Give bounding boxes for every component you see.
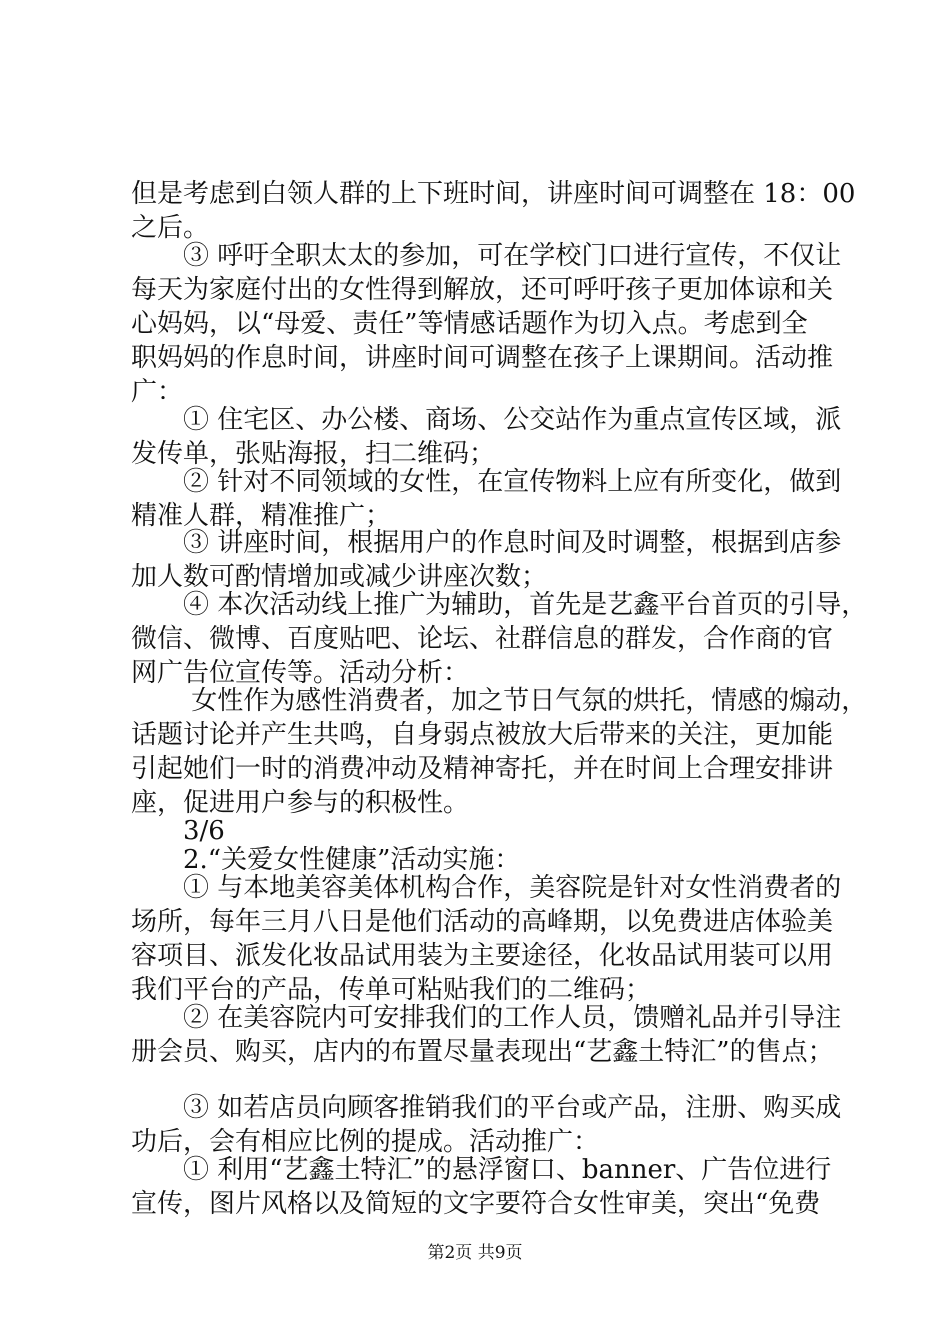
page-marker: 3/6 [131, 816, 225, 846]
text-line: 微信、微博、百度贴吧、论坛、社群信息的群发，合作商的官 [131, 624, 834, 654]
page-footer: 第2页 共9页 [427, 1243, 523, 1263]
text-line: ③ 讲座时间，根据用户的作息时间及时调整，根据到店参 [131, 528, 842, 558]
text-line: 之后。 [131, 213, 210, 243]
text-line: 宣传，图片风格以及简短的文字要符合女性审美，突出“免费 [131, 1189, 821, 1219]
text-line: 功后，会有相应比例的提成。活动推广： [131, 1127, 600, 1157]
text-line: 册会员、购买，店内的布置尽量表现出“艺鑫土特汇”的售点； [131, 1037, 834, 1067]
text-line: ② 针对不同领域的女性，在宣传物料上应有所变化，做到 [131, 467, 842, 497]
text-line: 广： [131, 377, 184, 407]
text-line: 发传单，张贴海报，扫二维码； [131, 439, 496, 469]
text-line: 引起她们一时的消费冲动及精神寄托，并在时间上合理安排讲 [131, 754, 834, 784]
text-line: 女性作为感性消费者，加之节日气氛的烘托，情感的煽动， [131, 686, 868, 716]
text-line: 座，促进用户参与的积极性。 [131, 788, 470, 818]
text-line: ① 利用“艺鑫土特汇”的悬浮窗口、banner、广告位进行 [131, 1155, 832, 1185]
text-line: 网广告位宣传等。活动分析： [131, 658, 470, 688]
text-line: 场所，每年三月八日是他们活动的高峰期，以免费进店体验美 [131, 907, 834, 937]
text-line: 我们平台的产品，传单可粘贴我们的二维码； [131, 975, 652, 1005]
text-line: 但是考虑到白领人群的上下班时间，讲座时间可调整在 18：00 [131, 179, 856, 209]
text-line: 职妈妈的作息时间，讲座时间可调整在孩子上课期间。活动推 [131, 343, 834, 373]
text-line: 心妈妈，以“母爱、责任”等情感话题作为切入点。考虑到全 [131, 309, 808, 339]
text-line: 容项目、派发化妆品试用装为主要途径，化妆品试用装可以用 [131, 941, 834, 971]
text-line: ① 住宅区、办公楼、商场、公交站作为重点宣传区域，派 [131, 405, 842, 435]
text-line: ① 与本地美容美体机构合作，美容院是针对女性消费者的 [131, 873, 842, 903]
text-line: ② 在美容院内可安排我们的工作人员，馈赠礼品并引导注 [131, 1003, 842, 1033]
text-line: ③ 如若店员向顾客推销我们的平台或产品，注册、购买成 [131, 1093, 842, 1123]
text-line: 精准人群，精准推广； [131, 501, 392, 531]
section-heading: 2.“关爱女性健康”活动实施： [131, 845, 521, 875]
text-line: 话题讨论并产生共鸣，自身弱点被放大后带来的关注，更加能 [131, 720, 834, 750]
text-line: 每天为家庭付出的女性得到解放，还可呼吁孩子更加体谅和关 [131, 275, 834, 305]
text-line: ③ 呼吁全职太太的参加，可在学校门口进行宣传，不仅让 [131, 241, 842, 271]
text-line: ④ 本次活动线上推广为辅助，首先是艺鑫平台首页的引导， [131, 590, 868, 620]
text-line: 加人数可酌情增加或减少讲座次数； [131, 562, 548, 592]
